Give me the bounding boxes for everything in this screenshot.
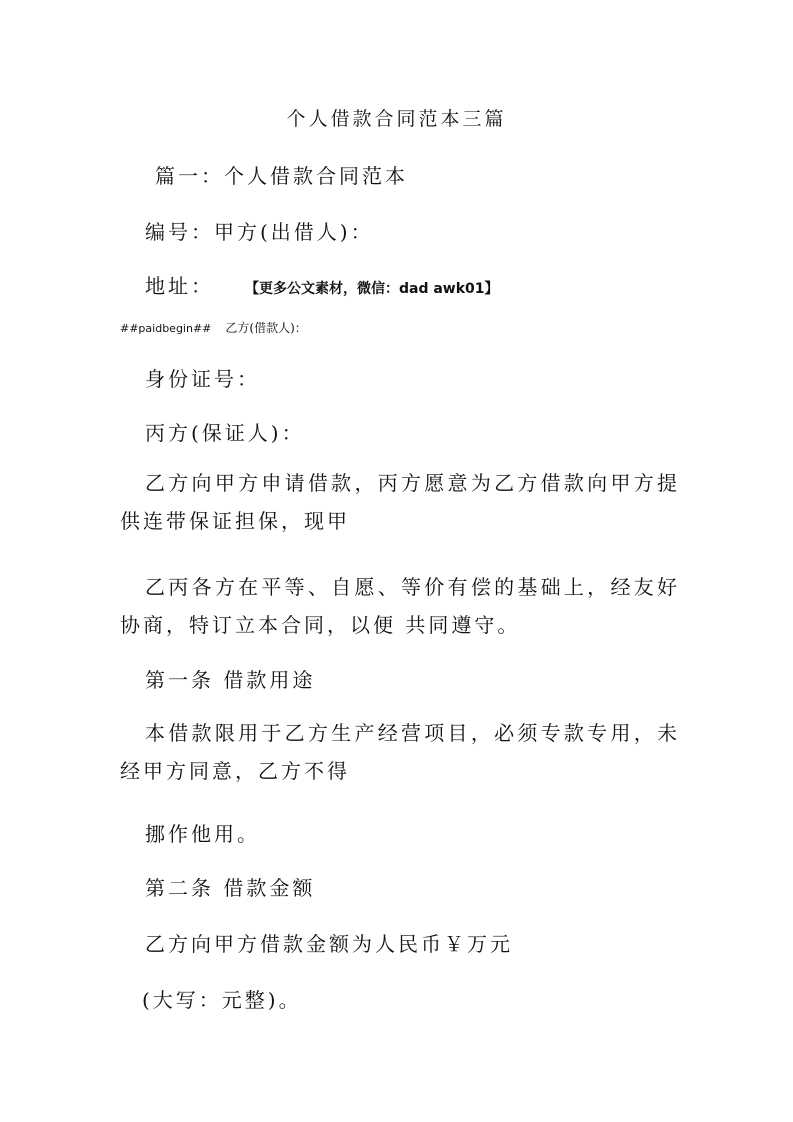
- party-c-line: 丙方(保证人)：: [145, 421, 305, 445]
- paragraph-agreement: 乙丙各方在平等、自愿、等价有偿的基础上，经友好协商，特订立本合同，以便 共同遵守。: [120, 575, 680, 637]
- article-1-title: 第一条 借款用途: [145, 668, 316, 692]
- paid-marker-line: [120, 319, 307, 336]
- article-2-upper-amount: (大写：元整)。: [142, 988, 302, 1012]
- paragraph-application: 乙方向甲方申请借款，丙方愿意为乙方借款向甲方提供连带保证担保，现甲: [120, 471, 680, 533]
- address-label: 地址：: [145, 274, 214, 298]
- paid-marker: ##paidbegin##: [120, 322, 212, 335]
- party-b-line: 乙方(借款人)：: [225, 321, 307, 335]
- article-2-body: 乙方向甲方借款金额为人民币￥万元: [145, 932, 513, 956]
- section-heading: 篇一：个人借款合同范本: [155, 164, 408, 188]
- promo-note: 【更多公文素材，微信：dad awk01】: [252, 281, 499, 297]
- document-title: 个人借款合同范本三篇: [286, 108, 507, 130]
- number-line: 编号：甲方(出借人)：: [145, 220, 374, 244]
- address-line: [145, 270, 499, 299]
- article-2-title: 第二条 借款金额: [145, 876, 316, 900]
- article-1-body: 本借款限用于乙方生产经营项目，必须专款专用，未经甲方同意，乙方不得: [120, 721, 680, 783]
- article-1-body-cont: 挪作他用。: [145, 822, 260, 846]
- id-number-line: 身份证号：: [145, 367, 260, 391]
